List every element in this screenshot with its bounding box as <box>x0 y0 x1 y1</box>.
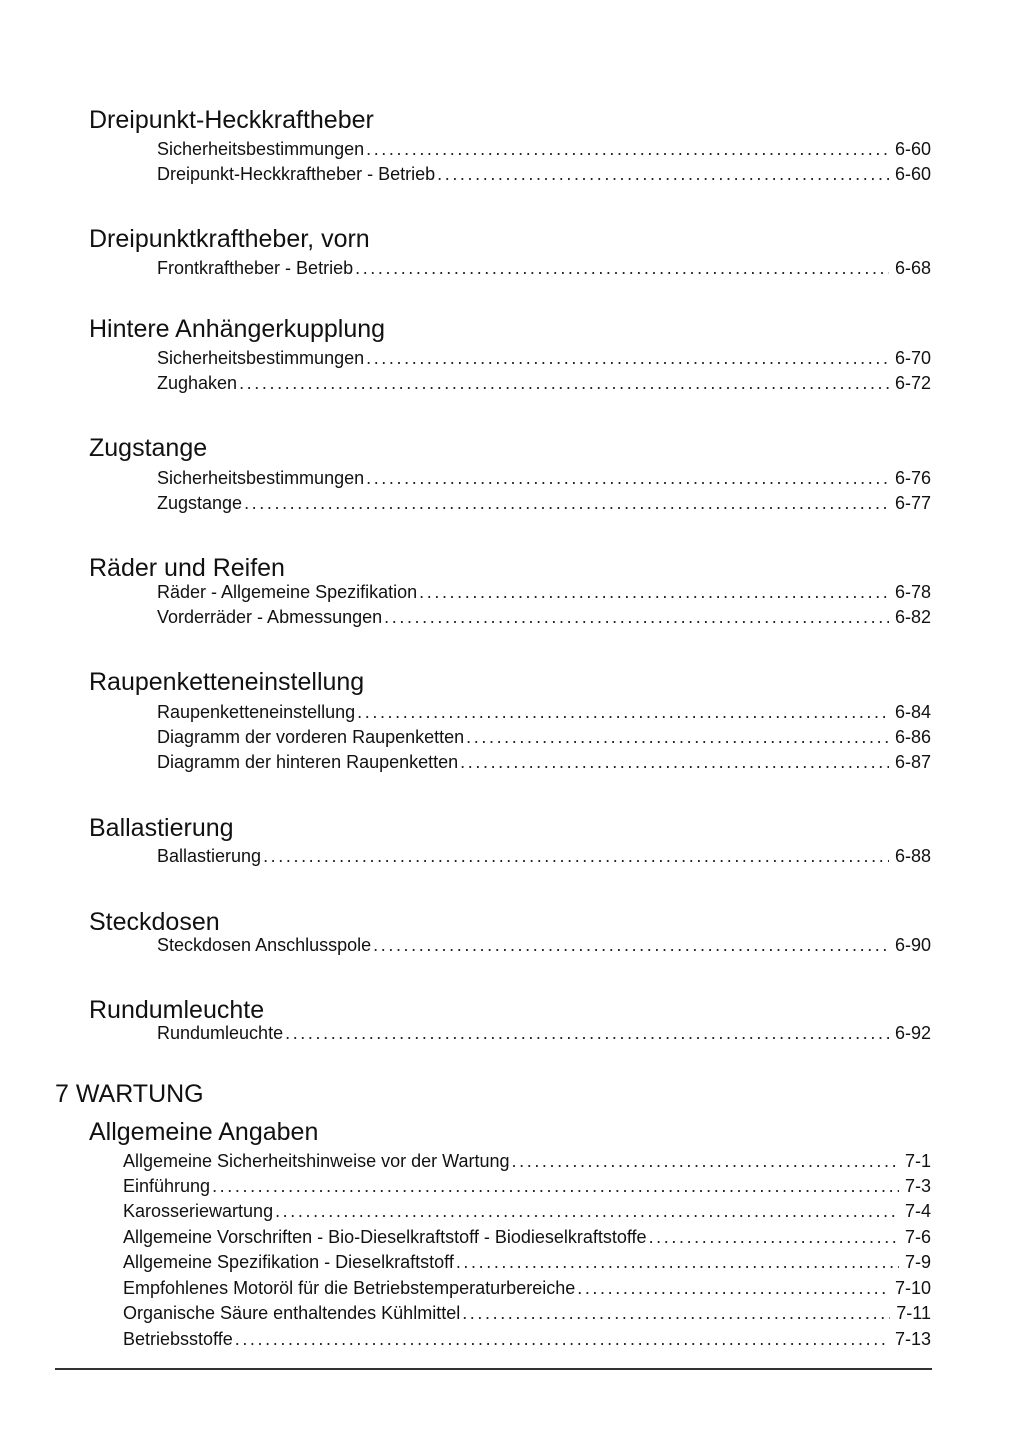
section-title: Ballastierung <box>89 814 234 842</box>
page-number: 6-82 <box>894 607 931 627</box>
dot-leader <box>456 1250 899 1275</box>
dot-leader <box>275 1199 899 1224</box>
footer-rule <box>55 1368 932 1370</box>
dot-leader <box>239 371 889 396</box>
section-title: Rundumleuchte <box>89 996 265 1024</box>
entry-title: Raupenketteneinstellung <box>157 702 356 722</box>
dot-leader <box>460 750 889 775</box>
dot-leader <box>462 1301 890 1326</box>
page-number: 7-1 <box>904 1151 931 1171</box>
entry-title: Diagramm der vorderen Raupenketten <box>157 727 465 747</box>
dot-leader <box>212 1174 899 1199</box>
toc-entry[interactable] <box>157 933 931 958</box>
toc-entry[interactable] <box>123 1250 931 1275</box>
page-number: 6-88 <box>894 846 931 866</box>
chapter-title: 7 WARTUNG <box>55 1080 204 1108</box>
toc-entry[interactable] <box>123 1276 931 1301</box>
section-title: Dreipunkt-Heckkraftheber <box>89 106 374 134</box>
page-number: 6-86 <box>894 727 931 747</box>
dot-leader <box>512 1149 899 1174</box>
toc-entry[interactable] <box>123 1225 931 1250</box>
toc-entry[interactable] <box>157 605 931 630</box>
section-title: Hintere Anhängerkupplung <box>89 315 386 343</box>
dot-leader <box>235 1327 889 1352</box>
dot-leader <box>355 256 889 281</box>
page-number: 7-10 <box>894 1278 931 1298</box>
dot-leader <box>244 491 889 516</box>
entry-title: Rundumleuchte <box>157 1023 284 1043</box>
entry-title: Karosseriewartung <box>123 1201 274 1221</box>
entry-title: Sicherheitsbestimmungen <box>157 468 365 488</box>
toc-entry[interactable] <box>123 1301 931 1326</box>
entry-title: Allgemeine Vorschriften - Bio-Dieselkraftstoff - Biodieselkraftstoffe <box>123 1227 647 1247</box>
toc-entry[interactable] <box>123 1174 931 1199</box>
page-number: 6-87 <box>894 752 931 772</box>
page-number: 6-78 <box>894 582 931 602</box>
toc-entry[interactable] <box>123 1327 931 1352</box>
page-number: 7-6 <box>904 1227 931 1247</box>
entry-title: Allgemeine Spezifikation - Dieselkraftstoff <box>123 1252 454 1272</box>
page-number: 6-72 <box>894 373 931 393</box>
entry-title: Zughaken <box>157 373 238 393</box>
dot-leader <box>366 346 889 371</box>
toc-entry[interactable] <box>157 725 931 750</box>
entry-title: Frontkraftheber - Betrieb <box>157 258 354 278</box>
toc-entry[interactable] <box>123 1149 931 1174</box>
entry-title: Allgemeine Sicherheitshinweise vor der Wartung <box>123 1151 510 1171</box>
dot-leader <box>577 1276 889 1301</box>
toc-entry[interactable] <box>157 844 931 869</box>
toc-entry[interactable] <box>157 700 931 725</box>
entry-title: Diagramm der hinteren Raupenketten <box>157 752 459 772</box>
entry-title: Einführung <box>123 1176 211 1196</box>
section-title: Dreipunktkraftheber, vorn <box>89 225 370 253</box>
toc-entry[interactable] <box>157 1021 931 1046</box>
section-title: Räder und Reifen <box>89 554 285 582</box>
toc-entry[interactable] <box>157 466 931 491</box>
section-title: Allgemeine Angaben <box>89 1118 319 1146</box>
toc-entry[interactable] <box>157 137 931 162</box>
dot-leader <box>419 580 889 605</box>
dot-leader <box>373 933 889 958</box>
page-number: 7-4 <box>904 1201 931 1221</box>
entry-title: Sicherheitsbestimmungen <box>157 348 365 368</box>
page-number: 6-92 <box>894 1023 931 1043</box>
page-number: 6-60 <box>894 164 931 184</box>
entry-title: Organische Säure enthaltendes Kühlmittel <box>123 1303 461 1323</box>
page-number: 6-77 <box>894 493 931 513</box>
dot-leader <box>285 1021 889 1046</box>
entry-title: Ballastierung <box>157 846 262 866</box>
dot-leader <box>384 605 889 630</box>
entry-title: Steckdosen Anschlusspole <box>157 935 372 955</box>
dot-leader <box>357 700 889 725</box>
page-number: 6-60 <box>894 139 931 159</box>
dot-leader <box>263 844 889 869</box>
toc-entry[interactable] <box>157 491 931 516</box>
entry-title: Zugstange <box>157 493 243 513</box>
page-number: 7-3 <box>904 1176 931 1196</box>
page-number: 7-9 <box>904 1252 931 1272</box>
page-number: 6-70 <box>894 348 931 368</box>
entry-title: Sicherheitsbestimmungen <box>157 139 365 159</box>
section-title: Raupenketteneinstellung <box>89 668 365 696</box>
entry-title: Betriebsstoffe <box>123 1329 233 1349</box>
section-title: Zugstange <box>89 434 208 462</box>
dot-leader <box>366 137 889 162</box>
entry-title: Räder - Allgemeine Spezifikation <box>157 582 418 602</box>
page-number: 6-76 <box>894 468 931 488</box>
page-number: 7-13 <box>894 1329 931 1349</box>
entry-title: Vorderräder - Abmessungen <box>157 607 383 627</box>
toc-entry[interactable] <box>157 346 931 371</box>
dot-leader <box>366 466 889 491</box>
toc-entry[interactable] <box>157 256 931 281</box>
toc-entry[interactable] <box>157 750 931 775</box>
page-number: 6-84 <box>894 702 931 722</box>
dot-leader <box>466 725 889 750</box>
dot-leader <box>649 1225 899 1250</box>
page-number: 6-68 <box>894 258 931 278</box>
page-number: 7-11 <box>896 1303 931 1323</box>
toc-entry[interactable] <box>157 162 931 187</box>
toc-entry[interactable] <box>123 1199 931 1224</box>
entry-title: Dreipunkt-Heckkraftheber - Betrieb <box>157 164 436 184</box>
dot-leader <box>437 162 889 187</box>
toc-entry[interactable] <box>157 580 931 605</box>
section-title: Steckdosen <box>89 908 220 936</box>
entry-title: Empfohlenes Motoröl für die Betriebstemperaturbereiche <box>123 1278 576 1298</box>
page-number: 6-90 <box>894 935 931 955</box>
toc-entry[interactable] <box>157 371 931 396</box>
